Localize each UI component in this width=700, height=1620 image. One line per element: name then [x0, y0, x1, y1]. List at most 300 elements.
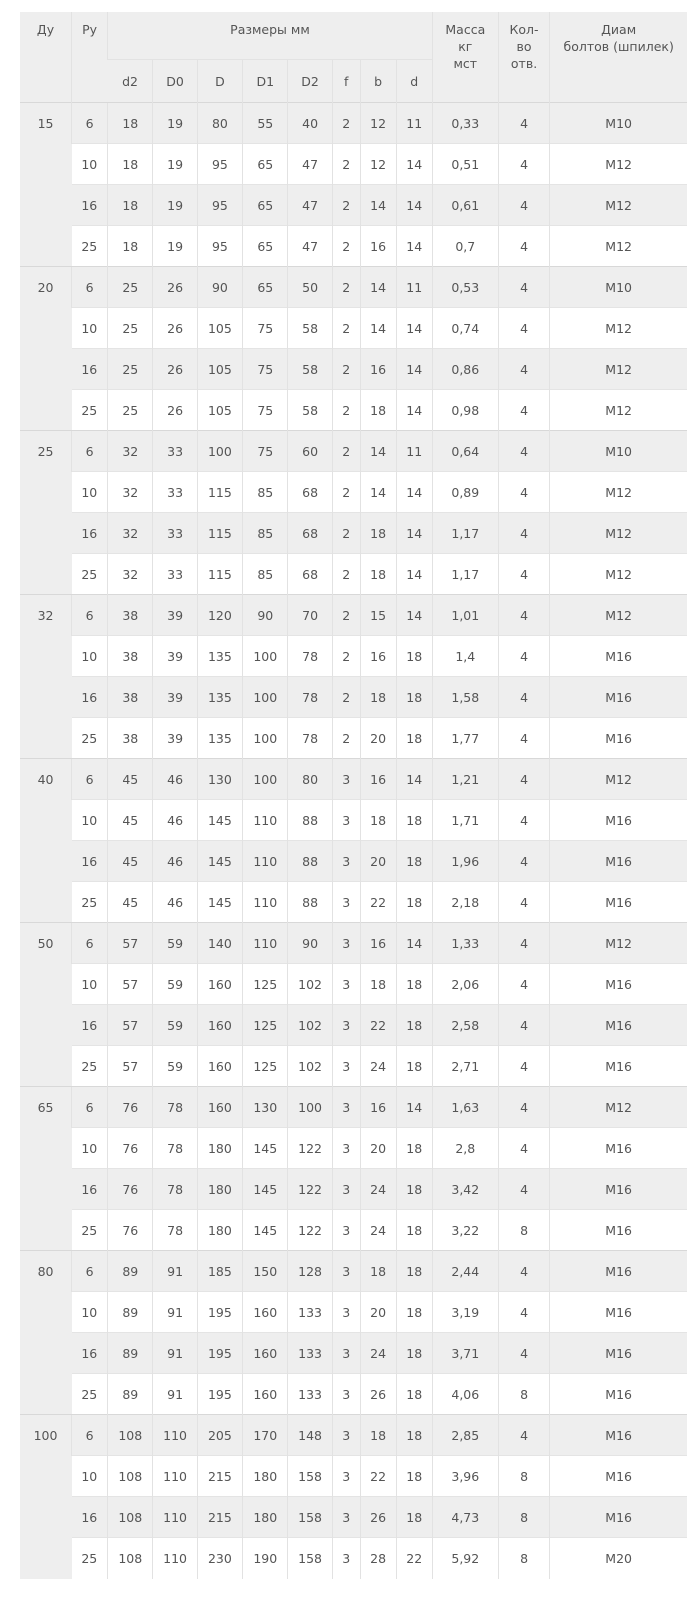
cell-f: 2	[332, 144, 360, 185]
table-row	[20, 185, 687, 226]
header-D1: D1	[243, 60, 288, 103]
cell-f: 3	[332, 1169, 360, 1210]
cell-D: 215	[197, 1497, 242, 1538]
table-body	[20, 103, 687, 1579]
cell-f: 2	[332, 677, 360, 718]
table-row	[20, 1087, 687, 1128]
cell-f: 3	[332, 1333, 360, 1374]
cell-D1: 75	[243, 431, 288, 472]
cell-d0: 110	[153, 1538, 197, 1579]
cell-D2: 40	[288, 103, 332, 144]
header-count-line-3: отв.	[510, 56, 538, 71]
cell-D2: 68	[288, 554, 332, 595]
cell-D2: 90	[288, 923, 332, 964]
cell-D2: 158	[288, 1497, 332, 1538]
cell-hole-count: 4	[498, 759, 550, 800]
cell-d2: 57	[108, 923, 153, 964]
cell-py: 16	[72, 841, 108, 882]
cell-bolt-diameter: M12	[550, 472, 687, 513]
cell-b: 18	[360, 390, 396, 431]
cell-f: 3	[332, 1538, 360, 1579]
cell-d0: 110	[153, 1415, 197, 1456]
cell-D: 95	[197, 185, 242, 226]
cell-D2: 133	[288, 1292, 332, 1333]
cell-mass: 0,74	[432, 308, 498, 349]
cell-D1: 110	[243, 800, 288, 841]
cell-hole-count: 4	[498, 964, 550, 1005]
cell-mass: 1,63	[432, 1087, 498, 1128]
cell-d0: 91	[153, 1292, 197, 1333]
cell-hole-count: 4	[498, 226, 550, 267]
table-row	[20, 636, 687, 677]
cell-py: 25	[72, 718, 108, 759]
table-row	[20, 554, 687, 595]
cell-D2: 88	[288, 800, 332, 841]
cell-d0: 19	[153, 226, 197, 267]
cell-b: 20	[360, 841, 396, 882]
header-count-line-1: Кол-	[509, 22, 539, 37]
cell-mass: 1,4	[432, 636, 498, 677]
cell-mass: 0,89	[432, 472, 498, 513]
cell-D2: 128	[288, 1251, 332, 1292]
cell-bolt-diameter: M12	[550, 308, 687, 349]
cell-D1: 125	[243, 964, 288, 1005]
cell-hole-count: 4	[498, 513, 550, 554]
table-row	[20, 1497, 687, 1538]
cell-py: 16	[72, 185, 108, 226]
cell-D1: 130	[243, 1087, 288, 1128]
table-row	[20, 964, 687, 1005]
cell-hole-count: 4	[498, 718, 550, 759]
cell-f: 2	[332, 390, 360, 431]
cell-hole-count: 4	[498, 103, 550, 144]
cell-py: 25	[72, 1210, 108, 1251]
cell-f: 3	[332, 1456, 360, 1497]
cell-mass: 3,42	[432, 1169, 498, 1210]
cell-D2: 47	[288, 226, 332, 267]
cell-bolt-diameter: M16	[550, 1251, 687, 1292]
cell-D: 100	[197, 431, 242, 472]
cell-du: 20	[20, 267, 72, 431]
cell-d0: 78	[153, 1128, 197, 1169]
cell-d: 18	[396, 882, 432, 923]
cell-d0: 78	[153, 1210, 197, 1251]
cell-b: 16	[360, 923, 396, 964]
cell-f: 2	[332, 718, 360, 759]
cell-b: 20	[360, 1128, 396, 1169]
cell-D1: 85	[243, 513, 288, 554]
cell-py: 10	[72, 1292, 108, 1333]
cell-d0: 46	[153, 841, 197, 882]
cell-d0: 91	[153, 1374, 197, 1415]
cell-d0: 59	[153, 964, 197, 1005]
cell-f: 2	[332, 431, 360, 472]
cell-d: 11	[396, 103, 432, 144]
cell-d0: 46	[153, 759, 197, 800]
cell-D2: 78	[288, 677, 332, 718]
cell-hole-count: 4	[498, 308, 550, 349]
cell-d: 18	[396, 1251, 432, 1292]
cell-d2: 32	[108, 554, 153, 595]
cell-bolt-diameter: M12	[550, 595, 687, 636]
cell-b: 22	[360, 1005, 396, 1046]
cell-mass: 2,8	[432, 1128, 498, 1169]
header-bolt-line-1: Диам	[601, 22, 637, 37]
cell-mass: 3,22	[432, 1210, 498, 1251]
cell-bolt-diameter: M16	[550, 677, 687, 718]
cell-hole-count: 4	[498, 349, 550, 390]
header-mass	[432, 12, 498, 103]
flange-dimensions-table	[20, 12, 687, 1579]
cell-f: 2	[332, 554, 360, 595]
cell-D1: 75	[243, 390, 288, 431]
cell-D2: 58	[288, 308, 332, 349]
cell-py: 6	[72, 103, 108, 144]
cell-d: 11	[396, 431, 432, 472]
cell-b: 20	[360, 718, 396, 759]
cell-bolt-diameter: M12	[550, 349, 687, 390]
cell-D1: 65	[243, 144, 288, 185]
cell-d2: 25	[108, 267, 153, 308]
cell-D: 160	[197, 1087, 242, 1128]
cell-b: 18	[360, 964, 396, 1005]
cell-D: 135	[197, 677, 242, 718]
cell-D: 115	[197, 472, 242, 513]
cell-D2: 47	[288, 144, 332, 185]
cell-b: 12	[360, 144, 396, 185]
cell-d2: 45	[108, 841, 153, 882]
cell-d0: 26	[153, 390, 197, 431]
cell-d2: 89	[108, 1251, 153, 1292]
cell-D2: 133	[288, 1374, 332, 1415]
cell-d0: 91	[153, 1251, 197, 1292]
cell-D2: 133	[288, 1333, 332, 1374]
header-py: Ру	[72, 12, 108, 103]
cell-D: 115	[197, 554, 242, 595]
cell-d2: 18	[108, 103, 153, 144]
cell-mass: 1,21	[432, 759, 498, 800]
cell-d2: 108	[108, 1497, 153, 1538]
table-row	[20, 267, 687, 308]
header-du: Ду	[20, 12, 72, 103]
cell-d2: 18	[108, 185, 153, 226]
cell-hole-count: 4	[498, 1251, 550, 1292]
cell-bolt-diameter: M12	[550, 144, 687, 185]
cell-bolt-diameter: M16	[550, 964, 687, 1005]
cell-d: 14	[396, 308, 432, 349]
cell-hole-count: 4	[498, 677, 550, 718]
cell-d: 14	[396, 390, 432, 431]
cell-py: 10	[72, 1456, 108, 1497]
cell-py: 25	[72, 554, 108, 595]
cell-D2: 78	[288, 636, 332, 677]
cell-d2: 18	[108, 144, 153, 185]
cell-d0: 46	[153, 882, 197, 923]
cell-D: 205	[197, 1415, 242, 1456]
cell-D2: 50	[288, 267, 332, 308]
cell-d: 18	[396, 718, 432, 759]
cell-D: 130	[197, 759, 242, 800]
cell-d0: 39	[153, 718, 197, 759]
cell-py: 16	[72, 513, 108, 554]
cell-f: 2	[332, 636, 360, 677]
cell-D2: 68	[288, 513, 332, 554]
cell-D1: 75	[243, 308, 288, 349]
cell-D2: 58	[288, 390, 332, 431]
cell-bolt-diameter: M10	[550, 103, 687, 144]
cell-hole-count: 4	[498, 841, 550, 882]
cell-D1: 100	[243, 759, 288, 800]
cell-bolt-diameter: M16	[550, 718, 687, 759]
cell-hole-count: 4	[498, 390, 550, 431]
cell-mass: 4,06	[432, 1374, 498, 1415]
table-row	[20, 472, 687, 513]
cell-hole-count: 8	[498, 1538, 550, 1579]
cell-b: 14	[360, 308, 396, 349]
cell-d: 14	[396, 595, 432, 636]
cell-d0: 39	[153, 677, 197, 718]
cell-d: 18	[396, 1005, 432, 1046]
cell-d: 18	[396, 677, 432, 718]
cell-hole-count: 8	[498, 1210, 550, 1251]
cell-f: 3	[332, 759, 360, 800]
table-row	[20, 759, 687, 800]
table-row	[20, 1251, 687, 1292]
cell-D1: 190	[243, 1538, 288, 1579]
cell-mass: 3,19	[432, 1292, 498, 1333]
cell-d2: 45	[108, 759, 153, 800]
cell-d: 18	[396, 1128, 432, 1169]
cell-py: 25	[72, 1374, 108, 1415]
cell-d2: 89	[108, 1333, 153, 1374]
table-row	[20, 390, 687, 431]
cell-D1: 85	[243, 472, 288, 513]
cell-bolt-diameter: M10	[550, 431, 687, 472]
table-row	[20, 882, 687, 923]
cell-hole-count: 4	[498, 431, 550, 472]
cell-D: 115	[197, 513, 242, 554]
cell-bolt-diameter: M16	[550, 800, 687, 841]
header-mass-line-3: мст	[453, 56, 478, 71]
cell-d0: 59	[153, 1046, 197, 1087]
cell-bolt-diameter: M12	[550, 185, 687, 226]
table-row	[20, 513, 687, 554]
cell-d0: 19	[153, 185, 197, 226]
cell-py: 6	[72, 267, 108, 308]
cell-D1: 110	[243, 841, 288, 882]
cell-py: 10	[72, 472, 108, 513]
cell-mass: 0,86	[432, 349, 498, 390]
table-row	[20, 1374, 687, 1415]
cell-mass: 1,77	[432, 718, 498, 759]
cell-D: 195	[197, 1374, 242, 1415]
cell-bolt-diameter: M12	[550, 923, 687, 964]
cell-D: 160	[197, 964, 242, 1005]
cell-d2: 25	[108, 349, 153, 390]
cell-f: 3	[332, 1128, 360, 1169]
cell-D1: 160	[243, 1333, 288, 1374]
cell-d2: 32	[108, 431, 153, 472]
cell-f: 3	[332, 1087, 360, 1128]
cell-f: 3	[332, 841, 360, 882]
cell-mass: 2,85	[432, 1415, 498, 1456]
cell-f: 2	[332, 226, 360, 267]
cell-D: 185	[197, 1251, 242, 1292]
cell-D: 180	[197, 1210, 242, 1251]
cell-D1: 145	[243, 1128, 288, 1169]
cell-mass: 0,64	[432, 431, 498, 472]
header-f: f	[332, 60, 360, 103]
cell-mass: 2,71	[432, 1046, 498, 1087]
cell-D2: 158	[288, 1538, 332, 1579]
cell-D1: 65	[243, 226, 288, 267]
cell-mass: 1,01	[432, 595, 498, 636]
cell-f: 3	[332, 1046, 360, 1087]
cell-d: 18	[396, 1292, 432, 1333]
cell-D1: 180	[243, 1456, 288, 1497]
cell-mass: 0,53	[432, 267, 498, 308]
cell-D2: 148	[288, 1415, 332, 1456]
cell-b: 24	[360, 1333, 396, 1374]
table-header	[20, 12, 687, 103]
cell-bolt-diameter: M16	[550, 841, 687, 882]
cell-d2: 25	[108, 308, 153, 349]
cell-D2: 47	[288, 185, 332, 226]
cell-bolt-diameter: M16	[550, 1374, 687, 1415]
cell-D: 195	[197, 1333, 242, 1374]
cell-py: 6	[72, 1251, 108, 1292]
cell-f: 2	[332, 185, 360, 226]
cell-hole-count: 4	[498, 1333, 550, 1374]
cell-hole-count: 4	[498, 1128, 550, 1169]
cell-d0: 19	[153, 144, 197, 185]
cell-d0: 59	[153, 1005, 197, 1046]
cell-d: 18	[396, 1374, 432, 1415]
cell-d: 18	[396, 1333, 432, 1374]
cell-mass: 2,58	[432, 1005, 498, 1046]
header-D: D	[197, 60, 242, 103]
cell-mass: 4,73	[432, 1497, 498, 1538]
cell-py: 6	[72, 595, 108, 636]
header-count-line-2: во	[516, 39, 532, 54]
cell-hole-count: 4	[498, 472, 550, 513]
cell-mass: 0,51	[432, 144, 498, 185]
cell-bolt-diameter: M16	[550, 1210, 687, 1251]
cell-d2: 89	[108, 1292, 153, 1333]
cell-d0: 39	[153, 595, 197, 636]
cell-f: 2	[332, 595, 360, 636]
cell-d: 14	[396, 144, 432, 185]
header-sizes: Размеры мм	[108, 12, 433, 60]
cell-b: 18	[360, 1415, 396, 1456]
cell-d2: 38	[108, 636, 153, 677]
cell-d2: 108	[108, 1456, 153, 1497]
cell-D1: 65	[243, 185, 288, 226]
cell-bolt-diameter: M12	[550, 1087, 687, 1128]
cell-b: 28	[360, 1538, 396, 1579]
cell-f: 2	[332, 472, 360, 513]
cell-D1: 125	[243, 1046, 288, 1087]
cell-d: 18	[396, 1456, 432, 1497]
cell-hole-count: 4	[498, 923, 550, 964]
cell-du: 100	[20, 1415, 72, 1579]
cell-hole-count: 4	[498, 144, 550, 185]
cell-b: 16	[360, 349, 396, 390]
cell-f: 3	[332, 1374, 360, 1415]
cell-d: 18	[396, 1415, 432, 1456]
table-row	[20, 718, 687, 759]
cell-D1: 85	[243, 554, 288, 595]
cell-mass: 0,61	[432, 185, 498, 226]
cell-d0: 46	[153, 800, 197, 841]
cell-f: 3	[332, 882, 360, 923]
cell-D: 140	[197, 923, 242, 964]
cell-du: 25	[20, 431, 72, 595]
header-D2: D2	[288, 60, 332, 103]
cell-d: 18	[396, 1497, 432, 1538]
cell-f: 2	[332, 349, 360, 390]
table-row	[20, 1210, 687, 1251]
cell-bolt-diameter: M20	[550, 1538, 687, 1579]
cell-f: 3	[332, 1251, 360, 1292]
cell-d0: 33	[153, 431, 197, 472]
cell-d: 18	[396, 1169, 432, 1210]
cell-d: 14	[396, 923, 432, 964]
cell-f: 3	[332, 1005, 360, 1046]
cell-d: 11	[396, 267, 432, 308]
table-row	[20, 431, 687, 472]
cell-b: 16	[360, 636, 396, 677]
cell-D: 145	[197, 841, 242, 882]
cell-D1: 150	[243, 1251, 288, 1292]
cell-d: 14	[396, 554, 432, 595]
cell-D1: 110	[243, 882, 288, 923]
cell-D1: 180	[243, 1497, 288, 1538]
table-row	[20, 677, 687, 718]
cell-d0: 91	[153, 1333, 197, 1374]
cell-D: 135	[197, 718, 242, 759]
cell-mass: 1,17	[432, 513, 498, 554]
cell-b: 24	[360, 1169, 396, 1210]
cell-D: 105	[197, 349, 242, 390]
cell-D: 90	[197, 267, 242, 308]
cell-mass: 2,18	[432, 882, 498, 923]
cell-d2: 108	[108, 1538, 153, 1579]
table-row	[20, 841, 687, 882]
cell-D2: 88	[288, 841, 332, 882]
cell-b: 14	[360, 185, 396, 226]
cell-d: 14	[396, 1087, 432, 1128]
table-row	[20, 923, 687, 964]
cell-D: 180	[197, 1169, 242, 1210]
table-row	[20, 1456, 687, 1497]
cell-f: 3	[332, 1415, 360, 1456]
cell-d0: 110	[153, 1497, 197, 1538]
cell-D2: 102	[288, 964, 332, 1005]
cell-d2: 76	[108, 1169, 153, 1210]
cell-D: 95	[197, 226, 242, 267]
cell-D1: 145	[243, 1210, 288, 1251]
cell-hole-count: 4	[498, 595, 550, 636]
cell-D: 95	[197, 144, 242, 185]
cell-bolt-diameter: M16	[550, 882, 687, 923]
cell-d2: 45	[108, 800, 153, 841]
cell-hole-count: 4	[498, 185, 550, 226]
cell-d: 18	[396, 636, 432, 677]
cell-py: 10	[72, 800, 108, 841]
cell-py: 10	[72, 636, 108, 677]
cell-du: 50	[20, 923, 72, 1087]
